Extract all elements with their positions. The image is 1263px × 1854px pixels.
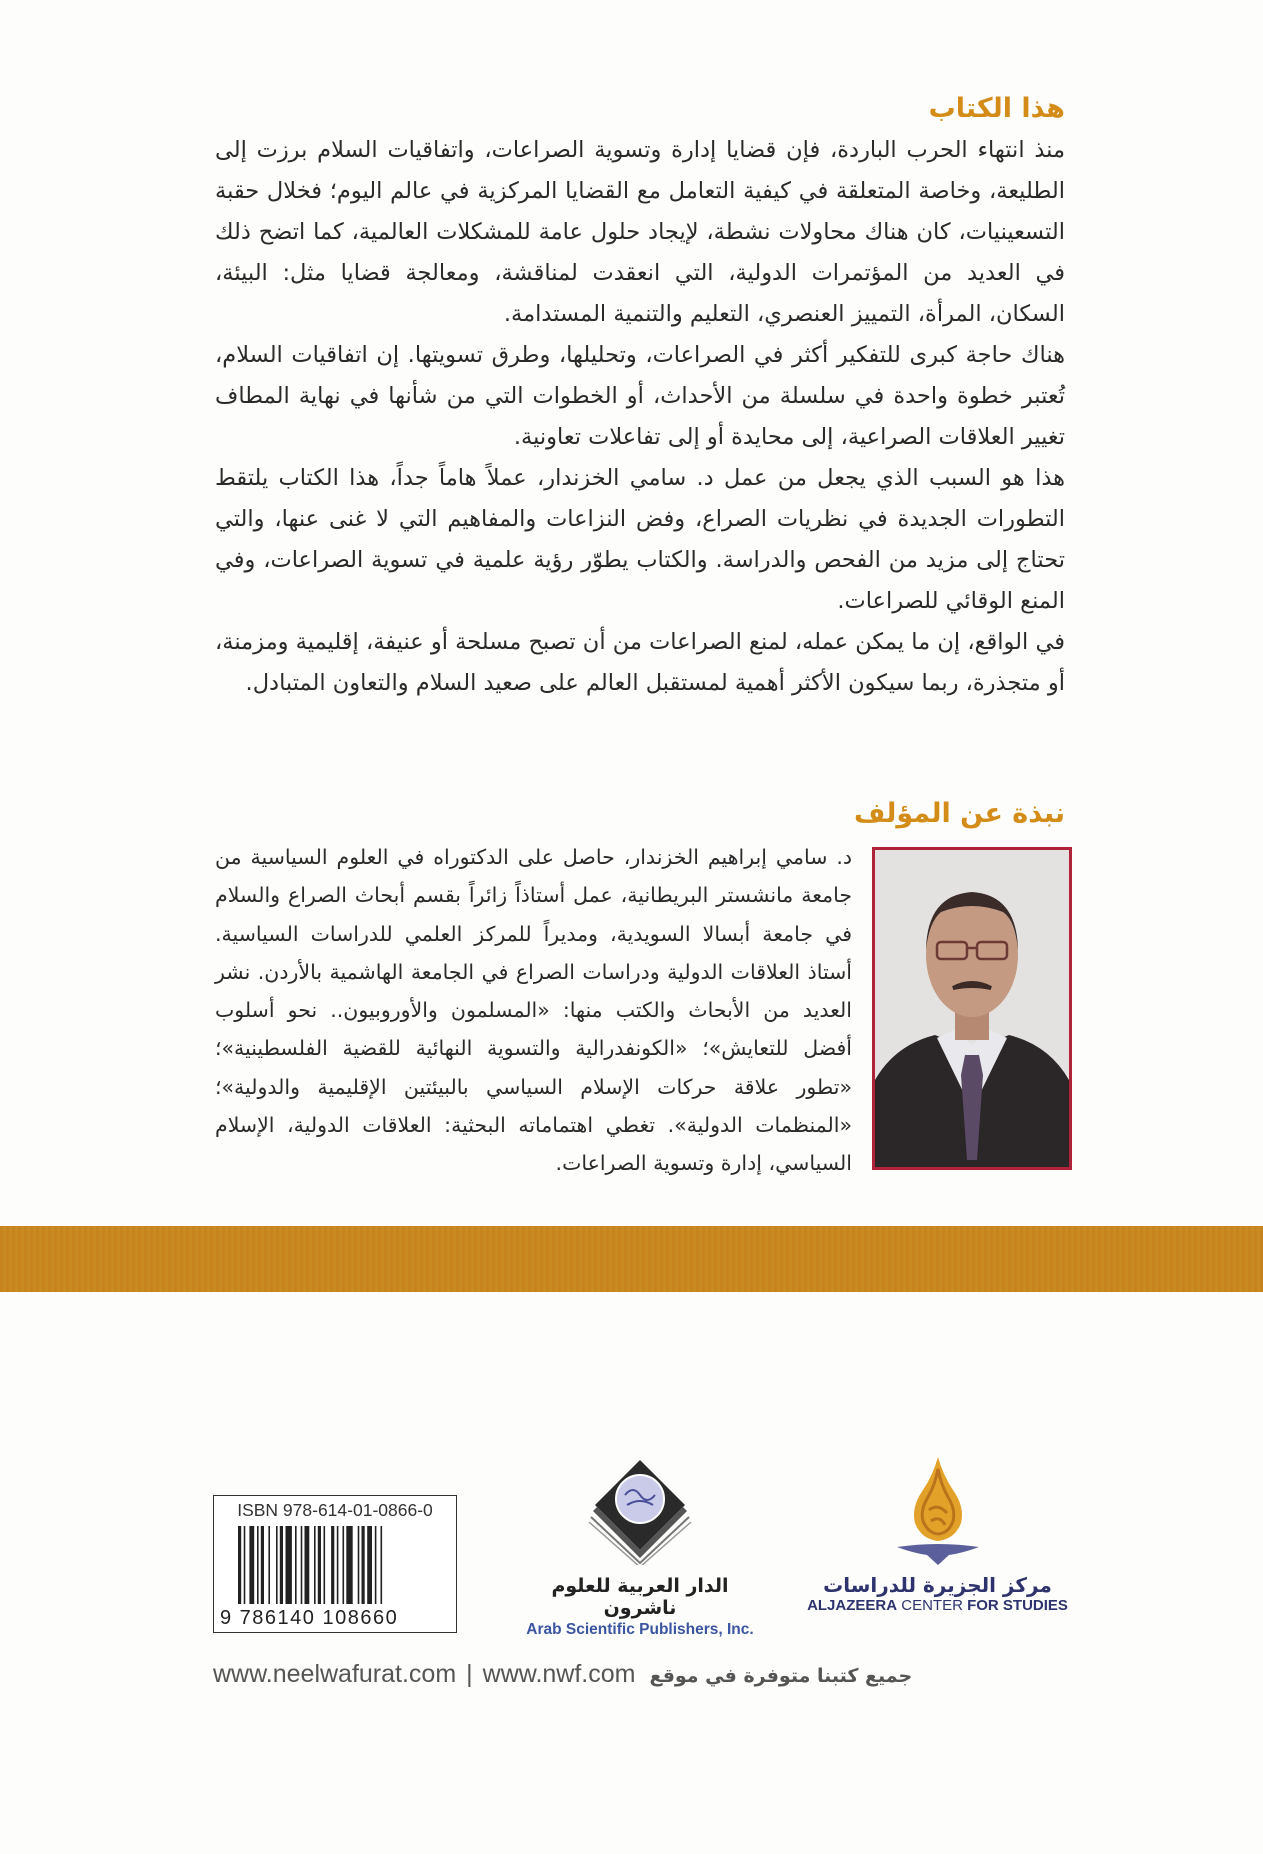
barcode-bar <box>257 1526 259 1604</box>
about-author-heading: نبذة عن المؤلف <box>854 798 1065 829</box>
barcode-bar <box>358 1526 360 1604</box>
publisher-logo <box>520 1455 760 1639</box>
aljazeera-center-name-ar: مركز الجزيرة للدراسات <box>823 1573 1052 1597</box>
barcode-bar <box>268 1526 270 1604</box>
barcode-bar <box>367 1526 372 1604</box>
author-photo <box>872 847 1072 1170</box>
barcode-bar <box>362 1526 365 1604</box>
barcode-bar <box>280 1526 283 1604</box>
publisher-name-en: Arab Scientific Publishers, Inc. <box>526 1621 754 1638</box>
isbn-digits: 9 786140 108660 <box>220 1607 399 1629</box>
barcode-bar <box>324 1526 326 1604</box>
author-bio-text: د. سامي إبراهيم الخزندار، حاصل على الدكتوراه في العلوم السياسية من جامعة مانشستر البريطانية، عمل أستاذاً زائراً بقسم أبحاث الصراع والسلام في جامعة أبسالا السويدية، ومديراً للمركز العلمي للدراسات السياسية. أستاذ العلاقات الدولية ودراسات الصراع في الجامعة الهاشمية بالأردن. نشر العديد من الأبحاث والكتب منها: «المسلمون والأوروبيون.. نحو أسلوب أفضل للتعايش»؛ «الكونفدرالية والتسوية النهائية للقضية الفلسطينية»؛ «تطور علاقة حركات الإسلام السياسي بالبيئتين الإقليمية والدولية»؛ «المنظمات الدولية». تغطي اهتماماته البحثية: العلاقات الدولية، الإسلام السياسي، إدارة وتسوية الصراعات. <box>215 845 852 1176</box>
barcode-bar <box>244 1526 246 1604</box>
barcode-bar <box>261 1526 264 1604</box>
website-link-neelwafurat[interactable]: www.neelwafurat.com <box>213 1660 457 1688</box>
author-portrait-icon <box>875 850 1069 1167</box>
barcode-bar <box>331 1526 334 1604</box>
decorative-band <box>0 1226 1263 1292</box>
barcode-bar <box>238 1526 241 1604</box>
barcode-bar <box>249 1526 254 1604</box>
publisher-diamond-emblem-icon <box>585 1455 695 1565</box>
barcode-bar <box>343 1526 345 1604</box>
author-bio <box>215 838 852 1183</box>
barcode-bar <box>381 1526 383 1604</box>
about-book-paragraph: منذ انتهاء الحرب الباردة، فإن قضايا إدارة وتسوية الصراعات، واتفاقيات السلام برزت إلى الطليعة، وخاصة المتعلقة في كيفية التعامل مع القضايا المركزية في عالم اليوم؛ فخلال حقبة التسعينيات، كان هناك محاولات نشطة، لإيجاد حلول عامة للمشكلات العالمية، كما اتضح ذلك في العديد من المؤتمرات الدولية، التي انعقدت لمناقشة، ومعالجة قضايا مثل: البيئة، السكان، المرأة، التمييز العنصري، التعليم والتنمية المستدامة. <box>215 137 1065 327</box>
about-book-section <box>215 130 1065 704</box>
aljazeera-name-bold: ALJAZEERA <box>807 1597 898 1614</box>
website-separator: | <box>466 1660 473 1688</box>
barcode-bar <box>375 1526 377 1604</box>
barcode-bar <box>346 1526 352 1604</box>
about-book-paragraph: هناك حاجة كبرى للتفكير أكثر في الصراعات، وتحليلها، وطرق تسويتها. إن اتفاقيات السلام، تُعتبر خطوة واحدة في سلسلة من الأحداث، أو الخطوات التي من شأنها في نهاية المطاف تغيير العلاقات الصراعية، إلى محايدة أو إلى تفاعلات تعاونية. <box>215 342 1065 450</box>
isbn-barcode <box>213 1495 457 1633</box>
about-book-heading: هذا الكتاب <box>928 93 1065 124</box>
website-link-nwf[interactable]: www.nwf.com <box>482 1660 636 1688</box>
aljazeera-flame-emblem-icon <box>893 1455 983 1567</box>
publisher-name-ar: الدار العربية للعلوم ناشرون <box>551 1575 729 1619</box>
isbn-label: ISBN 978-614-01-0866-0 <box>237 1500 433 1520</box>
barcode-bar <box>314 1526 316 1604</box>
barcode-bar <box>276 1526 278 1604</box>
barcode-bars-icon <box>238 1526 434 1604</box>
barcode-bar <box>301 1526 303 1604</box>
about-book-paragraph: في الواقع، إن ما يمكن عمله، لمنع الصراعات من أن تصبح مسلحة أو عنيفة، إقليمية ومزمنة، أو متجذرة، ربما سيكون الأكثر أهمية لمستقبل العالم على صعيد السلام والتعاون المتبادل. <box>215 629 1065 696</box>
barcode-bar <box>337 1526 339 1604</box>
about-book-paragraph: هذا هو السبب الذي يجعل من عمل د. سامي الخزندار، عملاً هاماً جداً، هذا الكتاب يلتقط التطورات الجديدة في نظريات الصراع، وفض النزاعات والمفاهيم التي لا غنى عنها، والتي تحتاج إلى مزيد من الفحص والدراسة. والكتاب يطوّر رؤية علمية في تسوية الصراعات، وفي المنع الوقائي للصراعات. <box>215 465 1065 614</box>
aljazeera-name-for-studies: FOR STUDIES <box>967 1597 1068 1614</box>
books-available-text: جميع كتبنا متوفرة في موقع <box>649 1665 913 1687</box>
barcode-bar <box>318 1526 321 1604</box>
aljazeera-center-logo <box>805 1455 1070 1614</box>
barcode-bar <box>305 1526 310 1604</box>
barcode-bar <box>286 1526 292 1604</box>
footer-websites <box>213 1660 1065 1689</box>
aljazeera-name-center: CENTER <box>901 1597 963 1614</box>
barcode-bar <box>295 1526 297 1604</box>
aljazeera-center-name-en <box>805 1597 1070 1614</box>
